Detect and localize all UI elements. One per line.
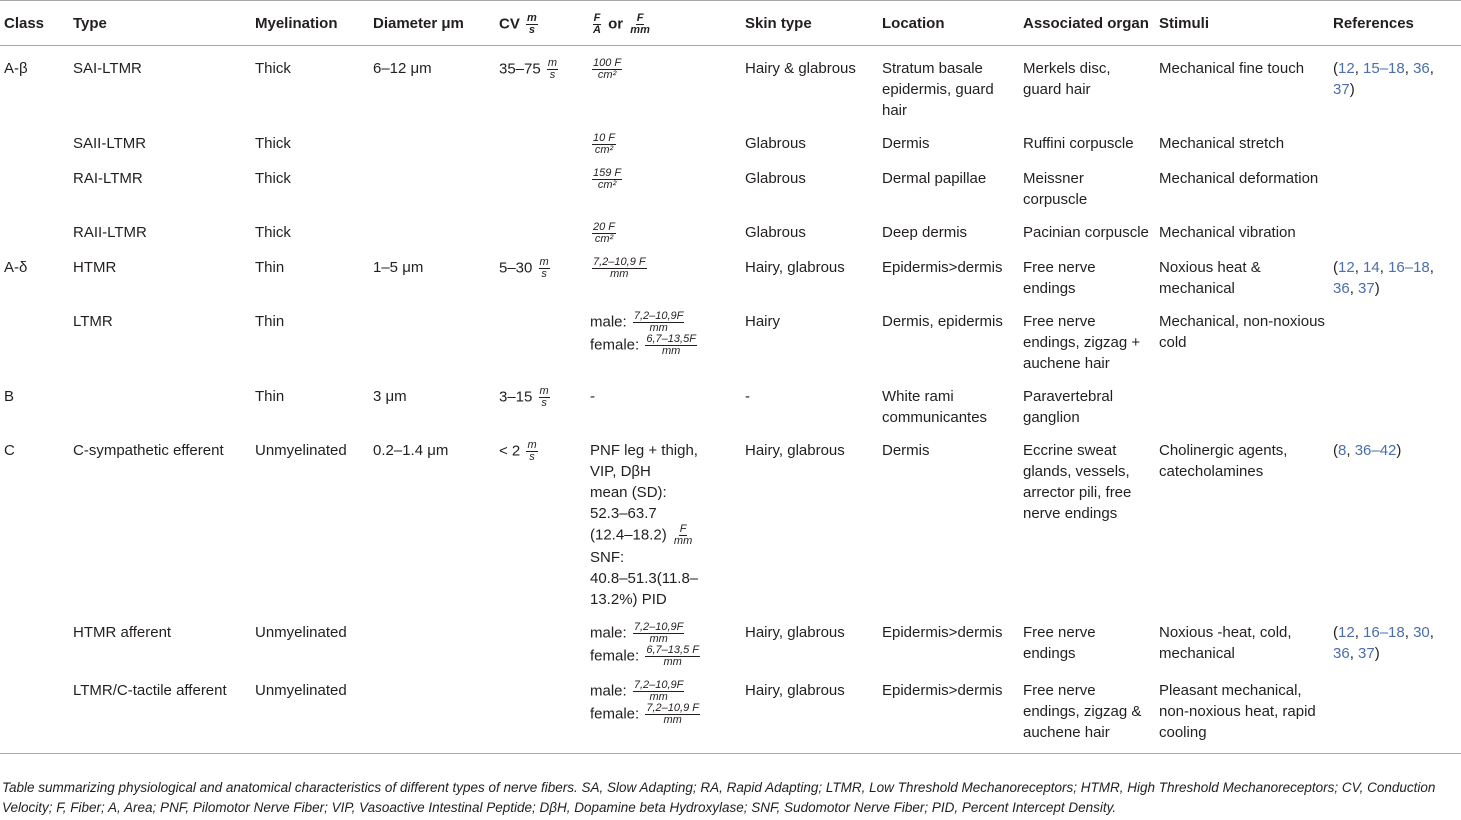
cell-conduction-velocity bbox=[495, 210, 586, 245]
density-line-fraction bbox=[673, 524, 693, 547]
cell-stimuli: Mechanical, non-noxious cold bbox=[1159, 313, 1325, 351]
cell-class: B bbox=[4, 388, 15, 405]
cell-stimuli: Cholinergic agents, catecholamines bbox=[1159, 442, 1288, 480]
cv-unit bbox=[547, 58, 558, 81]
cell-class: C bbox=[4, 442, 15, 459]
reference-link[interactable]: 37 bbox=[1358, 645, 1375, 662]
density-female-fraction-denominator: mm bbox=[661, 345, 681, 357]
header-row bbox=[0, 1, 1461, 46]
cell-class: A-δ bbox=[4, 259, 28, 276]
reference-link[interactable]: 16–18 bbox=[1388, 259, 1430, 276]
density-female-fraction-numerator: 7,2–10,9 F bbox=[646, 702, 699, 714]
cell-references: (12, 16–18, 30, 36, 37) bbox=[1333, 624, 1434, 662]
cell-associated-organ: Eccrine sweat glands, vessels, arrector pili, free nerve endings bbox=[1023, 442, 1132, 522]
cell-type: C-sympathetic efferent bbox=[73, 442, 224, 459]
cell-references bbox=[1329, 121, 1461, 156]
reference-link[interactable]: 36 bbox=[1333, 645, 1350, 662]
cell-associated-organ: Free nerve endings bbox=[1023, 259, 1096, 297]
cell-density bbox=[586, 299, 741, 374]
cv-unit-denominator: s bbox=[541, 268, 547, 280]
cell-references: (12, 14, 16–18, 36, 37) bbox=[1333, 259, 1434, 297]
density-fraction-denominator: cm² bbox=[594, 144, 614, 156]
cell-myelination: Unmyelinated bbox=[255, 442, 347, 459]
cell-density bbox=[586, 428, 741, 610]
density-fraction-numerator: 7,2–10,9 F bbox=[593, 256, 646, 268]
density-line: 13.2%) PID bbox=[590, 591, 667, 608]
cell-associated-organ: Ruffini corpuscle bbox=[1023, 135, 1134, 152]
cell-myelination: Unmyelinated bbox=[255, 624, 347, 641]
cv-unit-numerator: m bbox=[539, 256, 549, 268]
cv-unit-numerator: m bbox=[527, 439, 537, 451]
density-female-line bbox=[590, 334, 737, 357]
density-line: SNF: bbox=[590, 549, 625, 566]
cell-stimuli: Mechanical vibration bbox=[1159, 224, 1296, 241]
reference-link[interactable]: 12 bbox=[1338, 259, 1355, 276]
cell-references: (8, 36–42) bbox=[1333, 442, 1402, 459]
header-density bbox=[586, 1, 741, 46]
header-location: Location bbox=[882, 15, 945, 32]
header-cv bbox=[495, 1, 586, 46]
density-line: mean (SD): bbox=[590, 484, 667, 501]
cell-density bbox=[586, 610, 741, 668]
table-body bbox=[0, 46, 1461, 754]
cell-skin-type: Hairy bbox=[745, 313, 781, 330]
cell-type: RAI-LTMR bbox=[73, 170, 143, 187]
cell-stimuli: Noxious -heat, cold, mechanical bbox=[1159, 624, 1292, 662]
density-fraction-numerator: 159 F bbox=[593, 167, 622, 179]
cell-location: Epidermis>dermis bbox=[882, 682, 1003, 699]
cell-conduction-velocity bbox=[495, 121, 586, 156]
reference-link[interactable]: 36 bbox=[1413, 60, 1430, 77]
cell-diameter bbox=[369, 121, 495, 156]
density-female-fraction-numerator: 6,7–13,5F bbox=[646, 333, 696, 345]
table-caption: Table summarizing physiological and anatomical characteristics of different types of nerve fibers. SA, Slow Adapting; RA, Rapid Adapting; LTMR, Low Threshold Mechanoreceptors; HTMR, High Threshold Mechanoreceptors; CV, Conduction Velocity; F, Fiber; A, Area; PNF, Pilomotor Nerve Fiber; VIP, Vasoactive Intestinal Peptide; DβH, Dopamine beta Hydroxylase; SNF, Sudomotor Nerve Fiber; PID, Percent Intercept Density. bbox=[2, 780, 1436, 815]
cell-skin-type: Hairy, glabrous bbox=[745, 442, 845, 459]
cell-class: A-β bbox=[4, 60, 28, 77]
cell-myelination: Unmyelinated bbox=[255, 682, 347, 699]
cell-myelination: Thick bbox=[255, 170, 291, 187]
cell-class bbox=[0, 610, 69, 668]
density-female-fraction-denominator: mm bbox=[663, 656, 682, 668]
cell-location: Deep dermis bbox=[882, 224, 968, 241]
cell-conduction-velocity bbox=[495, 668, 586, 754]
table-row bbox=[0, 668, 1461, 754]
cell-stimuli: Pleasant mechanical, non-noxious heat, rapid cooling bbox=[1159, 682, 1316, 741]
cell-type: LTMR bbox=[73, 313, 113, 330]
cell-location: Dermis bbox=[882, 135, 930, 152]
density-male-fraction-numerator: 7,2–10,9F bbox=[633, 621, 684, 633]
density-fraction-numerator: 100 F bbox=[593, 57, 622, 69]
table-row bbox=[0, 121, 1461, 156]
density-male-fraction-numerator: 7,2–10,9F bbox=[633, 310, 684, 322]
header-density-fraction-area: $\frac{F}{A}$ bbox=[593, 12, 601, 36]
cell-myelination: Thin bbox=[255, 259, 285, 276]
cell-diameter: 6–12 μm bbox=[373, 60, 432, 77]
density-fraction-denominator: cm² bbox=[597, 69, 617, 81]
reference-link[interactable]: 14 bbox=[1363, 259, 1380, 276]
density-male-line bbox=[590, 680, 737, 703]
cell-density: - bbox=[590, 388, 595, 405]
cell-conduction-velocity bbox=[495, 610, 586, 668]
density-line-value: (12.4–18.2) bbox=[590, 526, 667, 544]
cell-myelination: Thick bbox=[255, 60, 291, 77]
density-male-fraction-denominator: mm bbox=[649, 633, 668, 645]
density-male-fraction-denominator: mm bbox=[649, 322, 668, 334]
header-class: Class bbox=[4, 15, 45, 32]
cell-class bbox=[0, 121, 69, 156]
cell-stimuli: Mechanical stretch bbox=[1159, 135, 1285, 152]
table-row bbox=[0, 299, 1461, 374]
header-cv-unit: $\frac{m}{s}$ bbox=[527, 12, 537, 36]
cell-class bbox=[0, 668, 69, 754]
reference-link[interactable]: 12 bbox=[1338, 60, 1355, 77]
cell-diameter bbox=[369, 210, 495, 245]
cell-conduction-velocity bbox=[495, 299, 586, 374]
cell-class bbox=[0, 156, 69, 210]
cell-skin-type: Hairy & glabrous bbox=[745, 60, 856, 77]
density-male-fraction bbox=[633, 622, 685, 645]
header-cv-label: CV bbox=[499, 15, 520, 33]
cell-diameter: 0.2–1.4 μm bbox=[373, 442, 449, 459]
cv-unit bbox=[539, 257, 550, 280]
table-row bbox=[0, 46, 1461, 122]
cell-associated-organ: Paravertebral ganglion bbox=[1023, 388, 1114, 426]
density-fraction-denominator: mm bbox=[610, 268, 629, 280]
density-male-label: male: bbox=[590, 624, 627, 642]
table-row bbox=[0, 245, 1461, 299]
cell-density bbox=[586, 245, 741, 299]
cell-location: Dermis, epidermis bbox=[882, 313, 1003, 330]
cell-type: SAI-LTMR bbox=[73, 60, 142, 77]
density-fraction bbox=[592, 257, 647, 280]
density-female-label: female: bbox=[590, 705, 640, 723]
cell-type: HTMR afferent bbox=[73, 624, 172, 641]
cell-myelination: Thick bbox=[255, 135, 291, 152]
cell-skin-type: Glabrous bbox=[745, 224, 806, 241]
cv-value: 35–75 bbox=[499, 60, 541, 78]
cell-myelination: Thin bbox=[255, 313, 285, 330]
cell-diameter: 1–5 μm bbox=[373, 259, 424, 276]
cell-associated-organ: Meissner corpuscle bbox=[1023, 170, 1088, 208]
cell-stimuli: Mechanical deformation bbox=[1159, 170, 1319, 187]
cell-location: Dermal papillae bbox=[882, 170, 987, 187]
density-male-fraction bbox=[633, 680, 685, 703]
cell-skin-type: Hairy, glabrous bbox=[745, 624, 845, 641]
cell-skin-type: Glabrous bbox=[745, 135, 806, 152]
cv-unit-denominator: s bbox=[549, 69, 556, 81]
cv-unit bbox=[539, 386, 550, 409]
header-references: References bbox=[1333, 15, 1414, 32]
cell-conduction-velocity bbox=[495, 46, 586, 122]
cell-density bbox=[586, 210, 741, 245]
density-fraction bbox=[592, 222, 616, 245]
cell-diameter bbox=[369, 610, 495, 668]
cell-conduction-velocity bbox=[495, 245, 586, 299]
cell-type: HTMR bbox=[73, 259, 117, 276]
header-associated-organ: Associated organ bbox=[1023, 15, 1149, 32]
cell-myelination: Thick bbox=[255, 224, 291, 241]
table-row bbox=[0, 210, 1461, 245]
cv-unit-numerator: m bbox=[539, 385, 549, 397]
cell-type bbox=[69, 374, 251, 428]
density-fraction bbox=[592, 168, 622, 191]
density-fraction-denominator: cm² bbox=[597, 179, 617, 191]
cv-unit bbox=[526, 440, 537, 463]
header-density-or: or bbox=[608, 15, 624, 33]
cell-skin-type: - bbox=[745, 388, 750, 405]
header-type: Type bbox=[73, 15, 107, 32]
cell-type: RAII-LTMR bbox=[73, 224, 147, 241]
cv-unit-numerator: m bbox=[547, 57, 558, 69]
density-line: 52.3–63.7 bbox=[590, 505, 657, 522]
cell-conduction-velocity bbox=[495, 428, 586, 610]
header-density-fraction-length: $\frac{F}{mm}$ bbox=[630, 12, 650, 36]
cv-value: < 2 bbox=[499, 442, 521, 460]
cv-unit-denominator: s bbox=[529, 451, 535, 463]
cell-density bbox=[586, 156, 741, 210]
reference-link[interactable]: 15–18 bbox=[1363, 60, 1405, 77]
table-row bbox=[0, 156, 1461, 210]
cell-references: (12, 15–18, 36, 37) bbox=[1333, 60, 1434, 98]
cell-location: White rami communicantes bbox=[882, 388, 988, 426]
cell-type: SAII-LTMR bbox=[73, 135, 147, 152]
cell-skin-type: Glabrous bbox=[745, 170, 806, 187]
density-line-fraction-numerator: F bbox=[679, 523, 687, 535]
cell-class bbox=[0, 299, 69, 374]
cell-conduction-velocity bbox=[495, 156, 586, 210]
cell-class bbox=[0, 210, 69, 245]
cell-references bbox=[1329, 299, 1461, 374]
reference-link[interactable]: 37 bbox=[1358, 280, 1375, 297]
cell-references bbox=[1329, 156, 1461, 210]
cell-stimuli: Noxious heat & mechanical bbox=[1159, 259, 1261, 297]
cell-references bbox=[1329, 210, 1461, 245]
density-male-line bbox=[590, 622, 737, 645]
density-male-fraction bbox=[633, 311, 685, 334]
cell-skin-type: Hairy, glabrous bbox=[745, 682, 845, 699]
density-male-fraction-numerator: 7,2–10,9F bbox=[633, 679, 684, 691]
cell-references bbox=[1329, 668, 1461, 754]
cell-references bbox=[1329, 374, 1461, 428]
density-line-fraction-denominator: mm bbox=[673, 535, 693, 547]
table-row bbox=[0, 374, 1461, 428]
cell-associated-organ: Free nerve endings, zigzag & auchene hair bbox=[1023, 682, 1142, 741]
cell-stimuli: Mechanical fine touch bbox=[1159, 60, 1305, 77]
cv-value: 3–15 bbox=[499, 388, 533, 406]
cell-diameter bbox=[369, 299, 495, 374]
cell-diameter bbox=[369, 668, 495, 754]
cell-location: Epidermis>dermis bbox=[882, 624, 1003, 641]
header-diameter: Diameter μm bbox=[373, 15, 464, 32]
cell-type: LTMR/C-tactile afferent bbox=[73, 682, 227, 699]
cell-associated-organ: Free nerve endings bbox=[1023, 624, 1096, 662]
density-female-fraction-denominator: mm bbox=[663, 714, 682, 726]
density-male-fraction-denominator: mm bbox=[649, 691, 668, 703]
cell-associated-organ: Free nerve endings, zigzag + auchene hair bbox=[1023, 313, 1141, 372]
cv-value: 5–30 bbox=[499, 259, 533, 277]
cell-associated-organ: Pacinian corpuscle bbox=[1023, 224, 1149, 241]
density-fraction bbox=[592, 133, 616, 156]
density-female-label: female: bbox=[590, 647, 640, 665]
cell-location: Stratum basale epidermis, guard hair bbox=[882, 60, 994, 119]
reference-link[interactable]: 8 bbox=[1338, 442, 1347, 459]
density-line: PNF leg + thigh, bbox=[590, 442, 698, 459]
density-female-line bbox=[590, 703, 737, 726]
density-male-label: male: bbox=[590, 682, 627, 700]
cell-diameter: 3 μm bbox=[373, 388, 407, 405]
table-row bbox=[0, 610, 1461, 668]
cell-location: Dermis bbox=[882, 442, 930, 459]
density-fraction bbox=[592, 58, 622, 81]
density-line: 40.8–51.3(11.8– bbox=[590, 570, 699, 587]
header-stimuli: Stimuli bbox=[1159, 15, 1210, 32]
table-row bbox=[0, 428, 1461, 610]
header-myelination: Myelination bbox=[255, 15, 338, 32]
cell-location: Epidermis>dermis bbox=[882, 259, 1003, 276]
density-female-fraction-numerator: 6,7–13,5 F bbox=[646, 644, 699, 656]
density-fraction-numerator: 10 F bbox=[593, 132, 616, 144]
cell-conduction-velocity bbox=[495, 374, 586, 428]
cell-density bbox=[586, 668, 741, 754]
cv-unit-denominator: s bbox=[541, 397, 547, 409]
density-fraction-numerator: 20 F bbox=[593, 221, 616, 233]
cell-myelination: Thin bbox=[255, 388, 285, 405]
reference-link[interactable]: 36 bbox=[1333, 280, 1350, 297]
reference-link[interactable]: 16–18 bbox=[1363, 624, 1405, 641]
cell-stimuli bbox=[1155, 374, 1329, 428]
density-fraction-denominator: cm² bbox=[594, 233, 614, 245]
cell-skin-type: Hairy, glabrous bbox=[745, 259, 845, 276]
density-male-label: male: bbox=[590, 313, 627, 331]
density-female-line bbox=[590, 645, 737, 668]
cell-density bbox=[586, 121, 741, 156]
reference-link[interactable]: 12 bbox=[1338, 624, 1355, 641]
density-female-label: female: bbox=[590, 336, 640, 354]
density-male-line bbox=[590, 311, 737, 334]
reference-link[interactable]: 37 bbox=[1333, 81, 1350, 98]
reference-link[interactable]: 36–42 bbox=[1354, 442, 1397, 459]
density-female-fraction bbox=[645, 645, 700, 668]
cell-associated-organ: Merkels disc, guard hair bbox=[1023, 60, 1111, 98]
cell-diameter bbox=[369, 156, 495, 210]
header-skin-type: Skin type bbox=[745, 15, 812, 32]
density-female-fraction bbox=[645, 334, 697, 357]
density-line: VIP, DβH bbox=[590, 463, 651, 480]
density-line bbox=[590, 524, 737, 547]
reference-link[interactable]: 30 bbox=[1413, 624, 1430, 641]
density-female-fraction bbox=[645, 703, 700, 726]
cell-density bbox=[586, 46, 741, 122]
